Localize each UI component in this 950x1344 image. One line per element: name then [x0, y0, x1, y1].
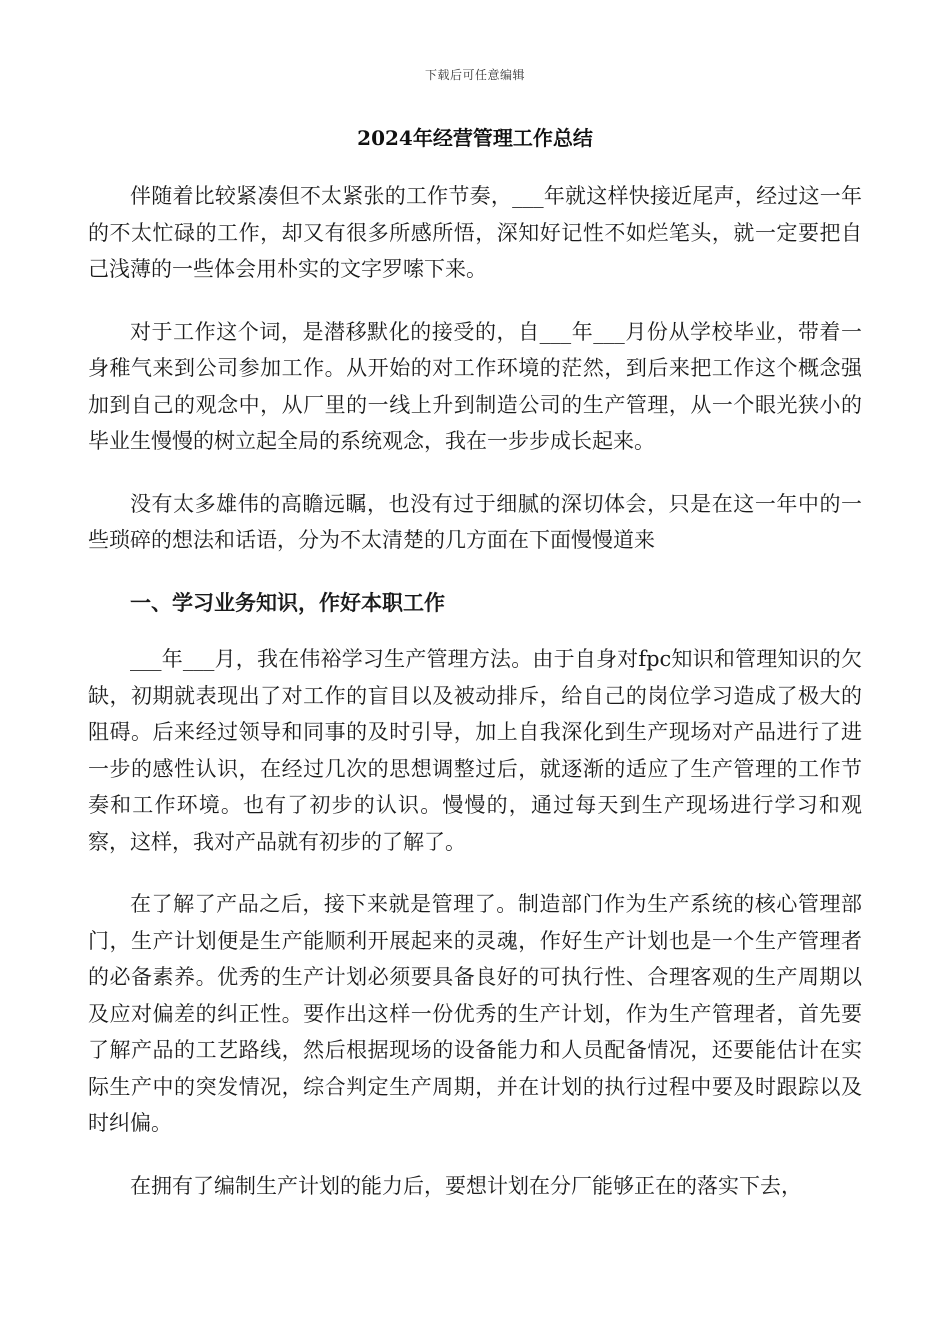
section-heading-1: 一、学习业务知识，作好本职工作	[130, 589, 445, 615]
document-body	[88, 178, 862, 1230]
paragraph-intro-1: 伴随着比较紧凑但不太紧张的工作节奏，___年就这样快接近尾声，经过这一年的不太忙碌的工作，却又有很多所感所悟，深知好记性不如烂笔头，就一定要把自己浅薄的一些体会用朴实的文字罗嗦下来。	[88, 184, 862, 281]
paragraph-intro-2: 对于工作这个词，是潜移默化的接受的，自___年___月份从学校毕业，带着一身稚气来到公司参加工作。从开始的对工作环境的茫然，到后来把工作这个概念强加到自己的观念中，从厂里的一线上升到制造公司的生产管理，从一个眼光狭小的毕业生慢慢的树立起全局的系统观念，我在一步步成长起来。	[88, 319, 862, 453]
section1-paragraph-3: 在拥有了编制生产计划的能力后，要想计划在分厂能够正在的落实下去，	[130, 1173, 802, 1198]
document-title: 2024年经营管理工作总结	[357, 126, 593, 150]
header-note: 下载后可任意编辑	[424, 68, 525, 82]
section1-paragraph-1: ___年___月，我在伟裕学习生产管理方法。由于自身对fpc知识和管理知识的欠缺，初期就表现出了对工作的盲目以及被动排斥，给自己的岗位学习造成了极大的阻碍。后来经过领导和同事的及时引导，加上自我深化到生产现场对产品进行了进一步的感性认识，在经过几次的思想调整过后，就逐渐的适应了生产管理的工作节奏和工作环境。也有了初步的认识。慢慢的，通过每天到生产现场进行学习和观察，这样，我对产品就有初步的了解了。	[88, 647, 862, 854]
paragraph-intro-3: 没有太多雄伟的高瞻远瞩，也没有过于细腻的深切体会，只是在这一年中的一些琐碎的想法和话语，分为不太清楚的几方面在下面慢慢道来	[88, 491, 862, 552]
section1-paragraph-2: 在了解了产品之后，接下来就是管理了。制造部门作为生产系统的核心管理部门，生产计划便是生产能顺利开展起来的灵魂，作好生产计划也是一个生产管理者的必备素养。优秀的生产计划必须要具备良好的可执行性、合理客观的生产周期以及应对偏差的纠正性。要作出这样一份优秀的生产计划，作为生产管理者，首先要了解产品的工艺路线，然后根据现场的设备能力和人员配备情况，还要能估计在实际生产中的突发情况，综合判定生产周期，并在计划的执行过程中要及时跟踪以及时纠偏。	[88, 892, 862, 1135]
